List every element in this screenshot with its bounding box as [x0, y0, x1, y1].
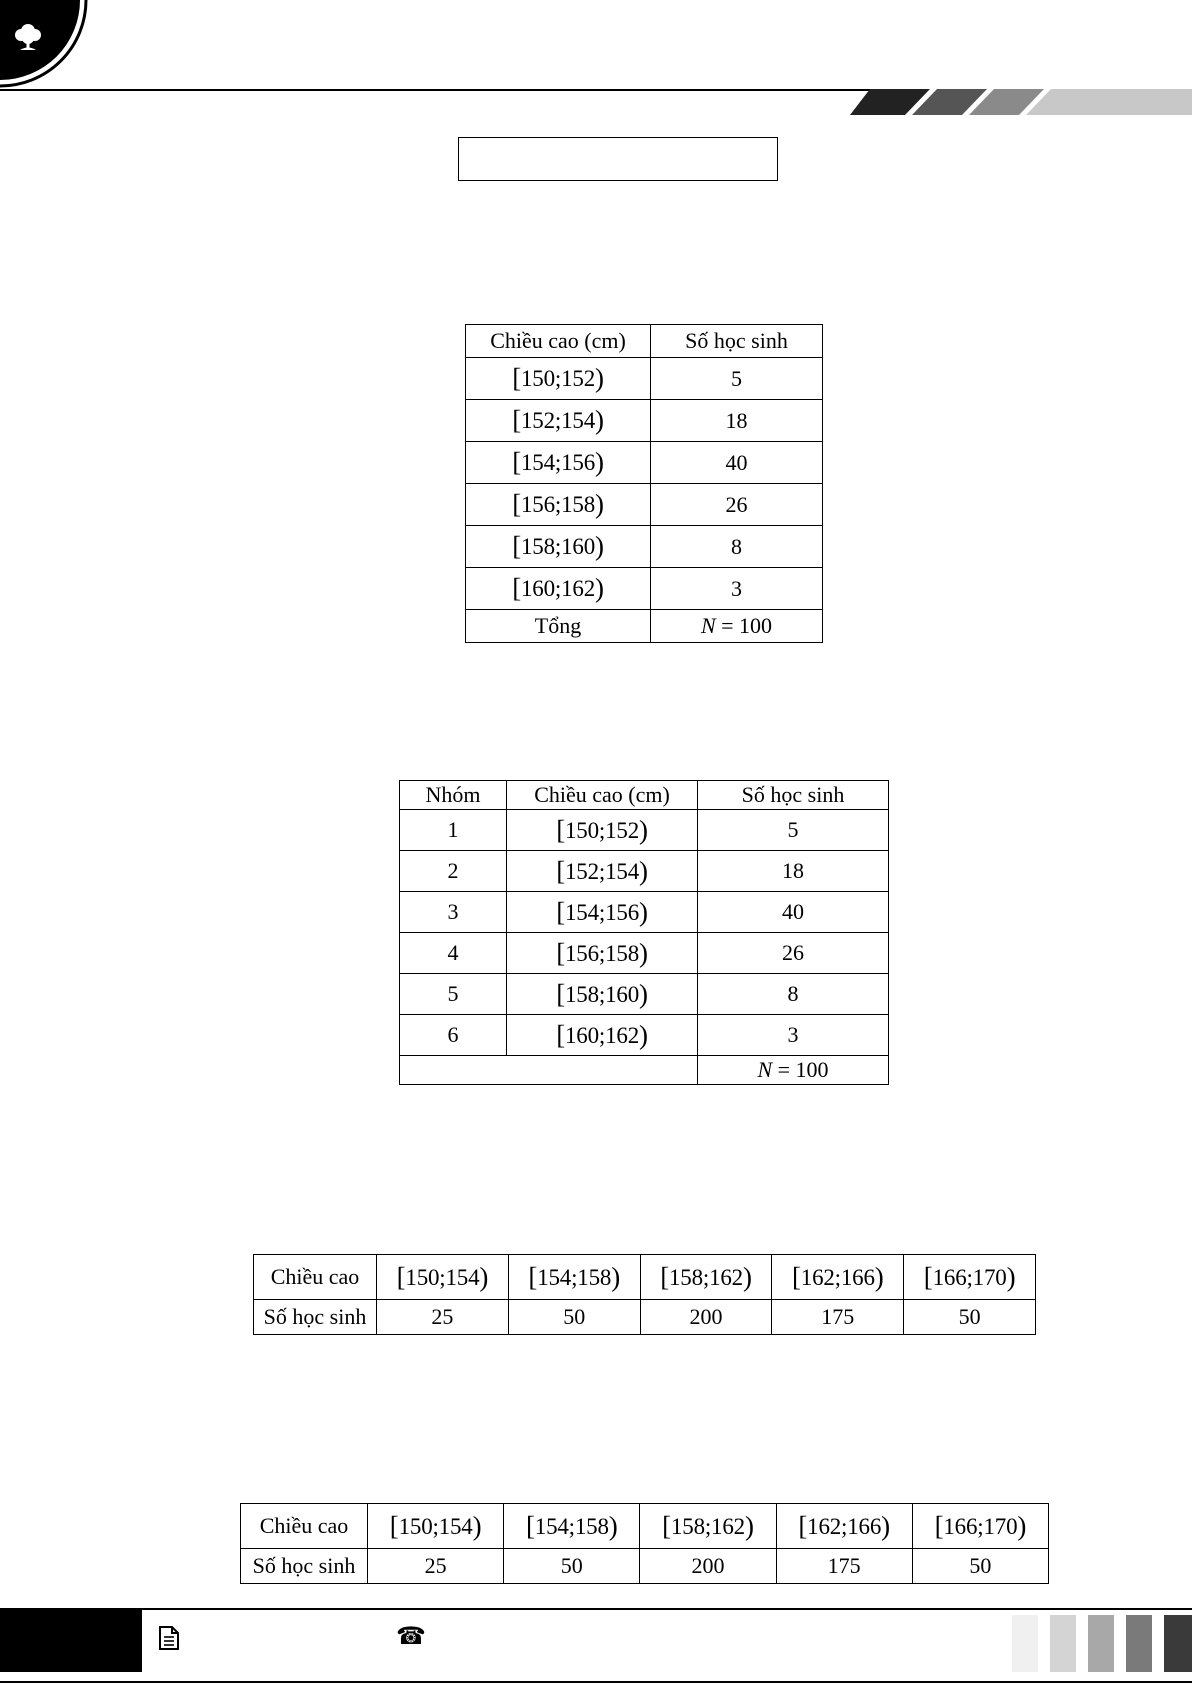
interval-cell: [150;154) — [368, 1504, 504, 1549]
table-row — [466, 400, 823, 442]
table-row — [400, 974, 889, 1015]
group-cell: 2 — [400, 851, 507, 892]
interval-cell: [154;158) — [504, 1504, 640, 1549]
footer-bottom-rule — [0, 1681, 1192, 1683]
header-students: Số học sinh — [651, 325, 823, 358]
interval-cell: [160;162) — [507, 1015, 698, 1056]
table-row — [400, 933, 889, 974]
count-cell: 175 — [776, 1549, 912, 1584]
interval-cell: [162;166) — [772, 1255, 904, 1300]
interval-cell: [154;156) — [466, 442, 651, 484]
total-value: N = 100 — [651, 610, 823, 643]
header-rule — [0, 89, 888, 91]
group-cell: 6 — [400, 1015, 507, 1056]
header-students: Số học sinh — [698, 781, 889, 810]
interval-row — [241, 1504, 1049, 1549]
header-height: Chiều cao (cm) — [466, 325, 651, 358]
table-row — [400, 1015, 889, 1056]
interval-cell: [166;170) — [912, 1504, 1048, 1549]
count-cell: 18 — [651, 400, 823, 442]
table-row — [400, 892, 889, 933]
interval-cell: [154;158) — [508, 1255, 640, 1300]
document-icon — [158, 1626, 180, 1650]
count-cell: 26 — [698, 933, 889, 974]
interval-cell: [152;154) — [466, 400, 651, 442]
count-cell: 200 — [640, 1549, 776, 1584]
count-cell: 25 — [368, 1549, 504, 1584]
footer-bar — [1126, 1615, 1152, 1672]
count-cell: 26 — [651, 484, 823, 526]
header-stripes — [850, 89, 1192, 115]
interval-cell: [150;152) — [507, 810, 698, 851]
row-label-students: Số học sinh — [241, 1549, 368, 1584]
total-label: Tổng — [466, 610, 651, 643]
section-title-box — [458, 137, 778, 181]
height-frequency-table — [465, 324, 823, 643]
table-row — [466, 568, 823, 610]
horizontal-frequency-table-1 — [253, 1254, 1036, 1335]
footer-bar — [1164, 1615, 1192, 1672]
footer-bar — [1088, 1615, 1114, 1672]
count-cell: 40 — [651, 442, 823, 484]
interval-cell: [154;156) — [507, 892, 698, 933]
phone-icon: ☎ — [396, 1622, 426, 1650]
count-row — [254, 1300, 1036, 1335]
interval-cell: [160;162) — [466, 568, 651, 610]
count-row — [241, 1549, 1049, 1584]
grouped-frequency-table — [399, 780, 889, 1085]
count-cell: 5 — [651, 358, 823, 400]
group-cell: 4 — [400, 933, 507, 974]
row-label-height: Chiều cao — [241, 1504, 368, 1549]
count-cell: 40 — [698, 892, 889, 933]
footer-rule — [0, 1608, 1192, 1610]
total-row — [400, 1056, 889, 1085]
total-blank — [400, 1056, 698, 1085]
horizontal-frequency-table-2 — [240, 1503, 1049, 1584]
row-label-height: Chiều cao — [254, 1255, 377, 1300]
header-height: Chiều cao (cm) — [507, 781, 698, 810]
interval-cell: [156;158) — [507, 933, 698, 974]
count-cell: 8 — [651, 526, 823, 568]
interval-cell: [158;162) — [640, 1255, 772, 1300]
interval-cell: [150;154) — [377, 1255, 509, 1300]
tree-icon — [0, 0, 95, 95]
interval-cell: [156;158) — [466, 484, 651, 526]
header-group: Nhóm — [400, 781, 507, 810]
count-cell: 25 — [377, 1300, 509, 1335]
count-cell: 200 — [640, 1300, 772, 1335]
footer-bar — [1012, 1615, 1038, 1672]
row-label-students: Số học sinh — [254, 1300, 377, 1335]
table-row — [466, 484, 823, 526]
table-header-row — [466, 325, 823, 358]
total-value: N = 100 — [698, 1056, 889, 1085]
group-cell: 3 — [400, 892, 507, 933]
group-cell: 5 — [400, 974, 507, 1015]
table-row — [466, 358, 823, 400]
interval-cell: [158;160) — [507, 974, 698, 1015]
count-cell: 175 — [772, 1300, 904, 1335]
count-cell: 8 — [698, 974, 889, 1015]
logo — [0, 0, 95, 95]
interval-cell: [152;154) — [507, 851, 698, 892]
table-row — [466, 442, 823, 484]
table-header-row — [400, 781, 889, 810]
table-row — [400, 810, 889, 851]
interval-cell: [150;152) — [466, 358, 651, 400]
interval-row — [254, 1255, 1036, 1300]
interval-cell: [158;162) — [640, 1504, 776, 1549]
table-row — [400, 851, 889, 892]
count-cell: 50 — [904, 1300, 1036, 1335]
count-cell: 18 — [698, 851, 889, 892]
count-cell: 5 — [698, 810, 889, 851]
total-row — [466, 610, 823, 643]
count-cell: 3 — [698, 1015, 889, 1056]
footer-bar — [1050, 1615, 1076, 1672]
count-cell: 3 — [651, 568, 823, 610]
interval-cell: [166;170) — [904, 1255, 1036, 1300]
interval-cell: [162;166) — [776, 1504, 912, 1549]
group-cell: 1 — [400, 810, 507, 851]
count-cell: 50 — [504, 1549, 640, 1584]
footer-black-block — [0, 1610, 142, 1672]
count-cell: 50 — [912, 1549, 1048, 1584]
count-cell: 50 — [508, 1300, 640, 1335]
table-row — [466, 526, 823, 568]
interval-cell: [158;160) — [466, 526, 651, 568]
